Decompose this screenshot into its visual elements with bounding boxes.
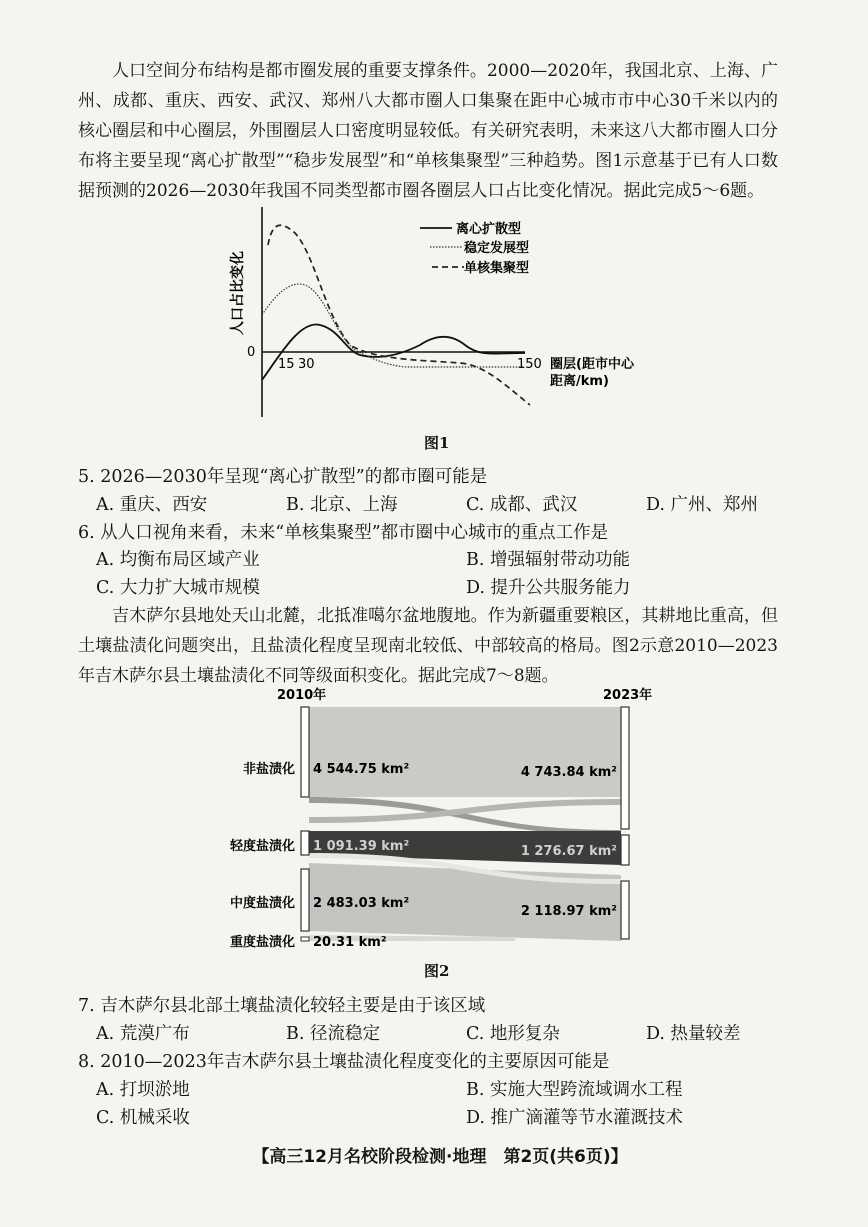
q6-option-d: D. 提升公共服务能力 — [466, 578, 631, 598]
q5-option-a: A. 重庆、西安 — [96, 495, 208, 515]
q5-option-b: B. 北京、上海 — [286, 495, 398, 515]
fig2-year-left: 2010年 — [277, 688, 327, 703]
fig2-category-light: 轻度盐渍化 — [229, 839, 295, 854]
figure-2-sankey — [215, 685, 655, 955]
figure-1-caption: 图1 — [424, 434, 450, 452]
fig1-xlabel-line2: 距离/km) — [550, 374, 609, 389]
fig2-category-severe: 重度盐渍化 — [229, 935, 295, 950]
q7-option-d: D. 热量较差 — [646, 1024, 741, 1044]
figure-2-caption: 图2 — [424, 962, 450, 980]
fig2-year-right: 2023年 — [603, 688, 653, 703]
fig1-legend — [420, 221, 529, 276]
fig1-legend-stable: 稳定发展型 — [464, 241, 530, 256]
fig2-node-right-moderate — [621, 881, 629, 939]
figure-1-line-chart — [220, 205, 634, 420]
intro-paragraph-1: 人口空间分布结构是都市圈发展的重要支撑条件。2000—2020年，我国北京、上海、广州、成都、重庆、西安、武汉、郑州八大都市圈人口集聚在距中心城市市中心30千米以内的核心圈层和中心圈层，外围圈层人口密度明显较低。有关研究表明，未来这八大都市圈人口分布将主要呈现“离心扩散型”“稳步发展型”和“单核集聚型”三种趋势。图1示意基于已有人口数据预测的2026—2030年我国不同类型都市圈各圈层人口占比变化情况。据此完成5～6题。 — [78, 61, 778, 201]
fig2-value-2023-light: 1 276.67 km² — [520, 844, 617, 859]
fig1-ylabel: 人口占比变化 — [230, 251, 246, 335]
fig2-value-2010-light: 1 091.39 km² — [313, 839, 410, 854]
q6-option-b: B. 增强辐射带动功能 — [466, 550, 630, 570]
fig2-node-right-light — [621, 835, 629, 865]
q6-option-a: A. 均衡布局区域产业 — [96, 550, 260, 570]
fig2-value-2023-moderate: 2 118.97 km² — [520, 904, 617, 919]
q8-option-d: D. 推广滴灌等节水灌溉技术 — [466, 1108, 684, 1128]
fig1-xtick-30: 30 — [298, 357, 315, 372]
q7-option-a: A. 荒漠广布 — [96, 1024, 190, 1044]
fig2-node-left-severe — [301, 937, 309, 941]
q7-option-b: B. 径流稳定 — [286, 1024, 380, 1044]
fig1-xtick-150: 150 — [517, 357, 542, 372]
fig1-legend-single-core: 单核集聚型 — [464, 261, 530, 276]
intro-paragraph-2: 吉木萨尔县地处天山北麓，北抵准噶尔盆地腹地。作为新疆重要粮区，其耕地比重高，但土壤盐渍化问题突出，且盐渍化程度呈现南北较低、中部较高的格局。图2示意2010—2023年吉木萨尔县土壤盐渍化不同等级面积变化。据此完成7～8题。 — [78, 606, 778, 686]
fig2-category-nonsaline: 非盐渍化 — [242, 762, 295, 777]
question-7-stem: 7. 吉木萨尔县北部土壤盐渍化较轻主要是由于该区域 — [78, 996, 486, 1016]
fig1-legend-dispersion: 离心扩散型 — [456, 222, 522, 237]
fig2-node-right-nonsaline — [621, 707, 629, 829]
q7-option-c: C. 地形复杂 — [466, 1024, 560, 1044]
question-6-stem: 6. 从人口视角来看，未来“单核集聚型”都市圈中心城市的重点工作是 — [78, 523, 609, 543]
q6-option-c: C. 大力扩大城市规模 — [96, 578, 260, 598]
fig2-value-2010-nonsaline: 4 544.75 km² — [313, 762, 410, 777]
fig2-node-left-nonsaline — [301, 707, 309, 797]
fig2-value-2023-nonsaline: 4 743.84 km² — [520, 765, 617, 780]
q8-option-c: C. 机械采收 — [96, 1108, 190, 1128]
q8-option-a: A. 打坝淤地 — [96, 1080, 190, 1100]
fig1-xlabel-line1: 圈层(距市中心 — [550, 357, 634, 372]
page-footer: 【高三12月名校阶段检测·地理 第2页(共6页)】 — [252, 1147, 628, 1167]
q5-option-c: C. 成都、武汉 — [466, 495, 578, 515]
q5-option-d: D. 广州、郑州 — [646, 495, 759, 515]
q8-option-b: B. 实施大型跨流域调水工程 — [466, 1080, 683, 1100]
fig2-node-left-moderate — [301, 869, 309, 931]
fig1-origin-label: 0 — [247, 345, 256, 360]
fig2-flow-nonsaline — [309, 707, 621, 797]
fig2-node-left-light — [301, 831, 309, 855]
fig2-value-2010-severe: 20.31 km² — [313, 935, 387, 950]
question-5-stem: 5. 2026—2030年呈现“离心扩散型”的都市圈可能是 — [78, 467, 488, 487]
fig1-xtick-15: 15 — [278, 357, 295, 372]
fig2-value-2010-moderate: 2 483.03 km² — [313, 896, 410, 911]
question-8-stem: 8. 2010—2023年吉木萨尔县土壤盐渍化程度变化的主要原因可能是 — [78, 1052, 610, 1072]
fig2-category-moderate: 中度盐渍化 — [229, 896, 295, 911]
